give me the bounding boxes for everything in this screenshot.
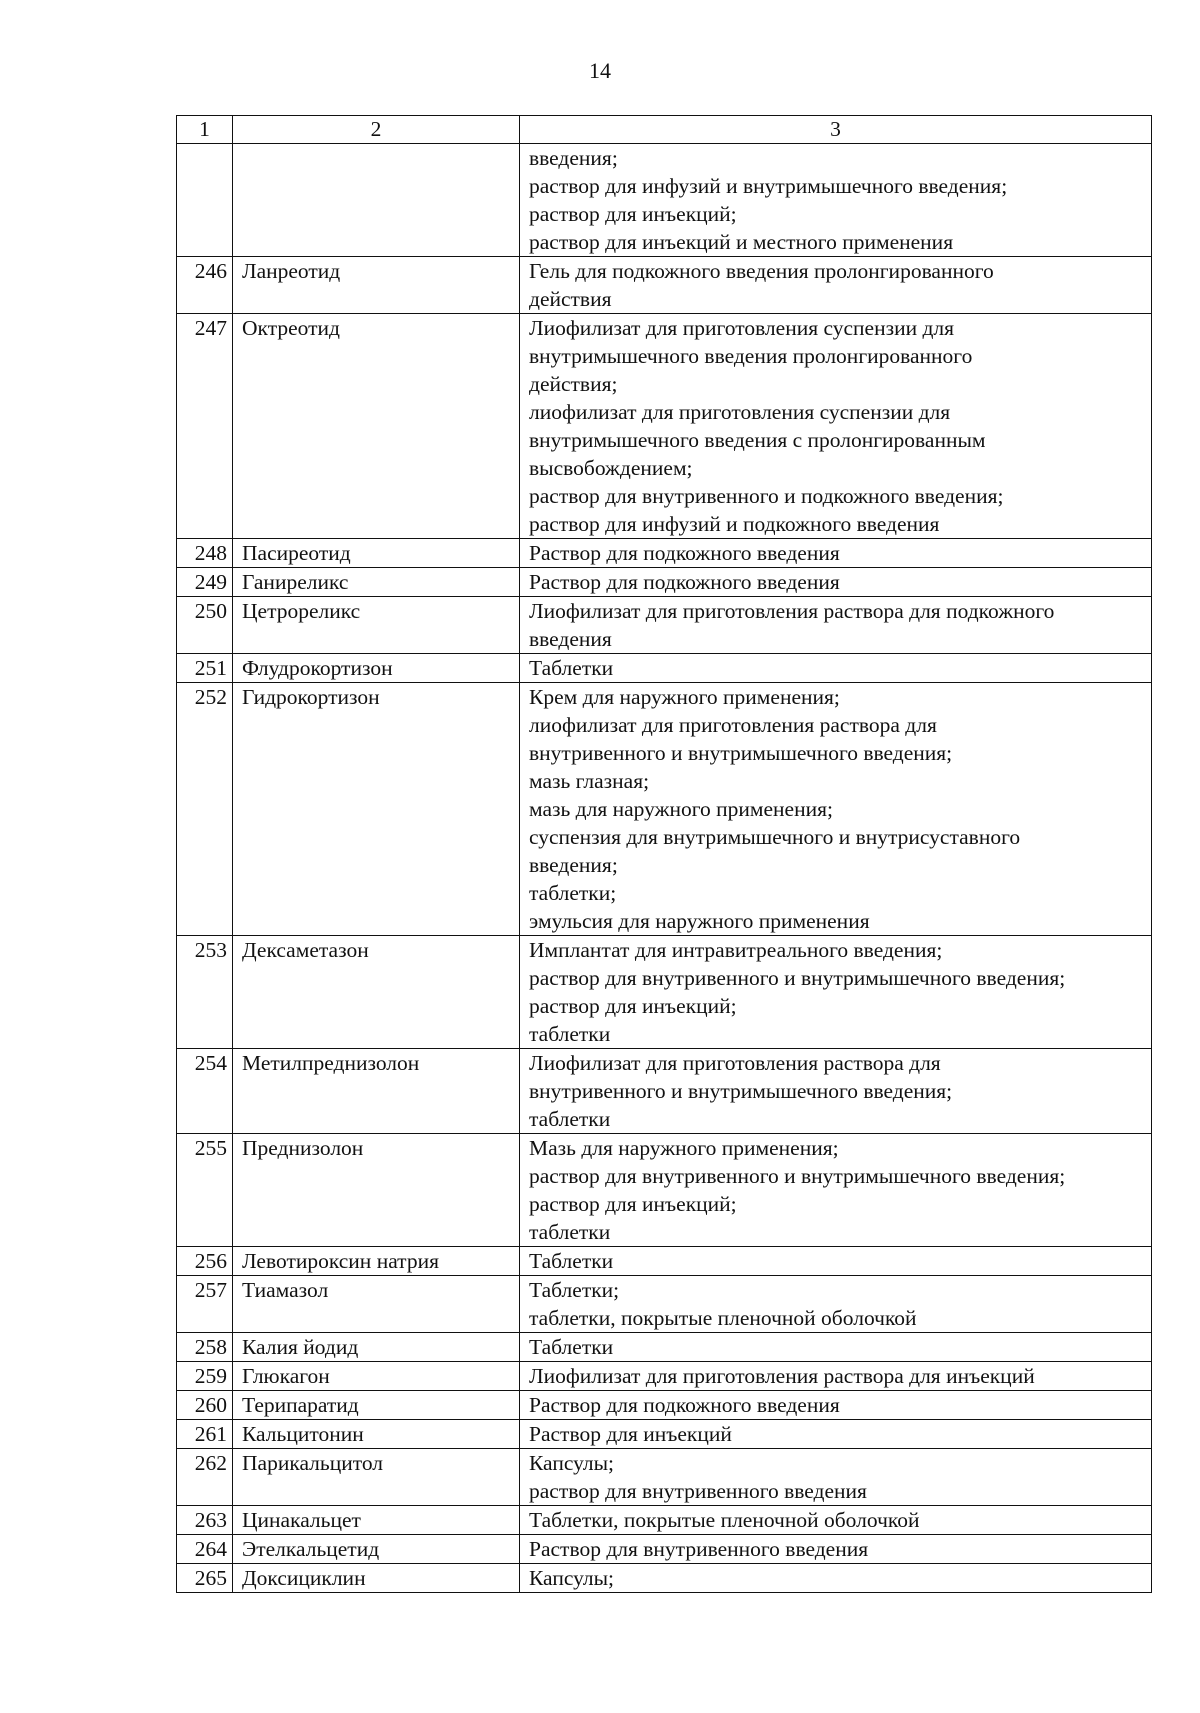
dosage-form-line: раствор для инфузий и подкожного введения (529, 512, 940, 536)
table-row (177, 1449, 1152, 1506)
dosage-form-line: действия (529, 287, 612, 311)
dosage-forms-cell (520, 539, 1152, 568)
dosage-forms-cell (520, 1535, 1152, 1564)
dosage-form-line: Раствор для подкожного введения (529, 541, 840, 565)
table-row (177, 936, 1152, 1049)
table-row (177, 1391, 1152, 1420)
dosage-form-line: Крем для наружного применения; (529, 685, 840, 709)
dosage-form-line: Раствор для инъекций (529, 1422, 732, 1446)
drug-name-cell: Ланреотид (233, 257, 520, 314)
dosage-form-line: Гель для подкожного введения пролонгированного (529, 259, 994, 283)
row-number-cell: 250 (177, 597, 233, 654)
dosage-forms-cell (520, 1247, 1152, 1276)
table-row (177, 568, 1152, 597)
dosage-form-line: раствор для инъекций; (529, 994, 737, 1018)
dosage-form-line: Лиофилизат для приготовления раствора для (529, 1051, 941, 1075)
drug-name-cell: Дексаметазон (233, 936, 520, 1049)
drug-name-cell: Ганиреликс (233, 568, 520, 597)
table-row (177, 1535, 1152, 1564)
dosage-forms-cell (520, 1276, 1152, 1333)
dosage-form-line: раствор для инфузий и внутримышечного введения; (529, 174, 1008, 198)
drug-name-cell: Глюкагон (233, 1362, 520, 1391)
dosage-form-line: Таблетки; (529, 1278, 620, 1302)
dosage-forms-cell (520, 683, 1152, 936)
dosage-forms-cell (520, 1506, 1152, 1535)
drug-name-cell: Этелкальцетид (233, 1535, 520, 1564)
column-header-name: 2 (233, 116, 520, 144)
dosage-form-line: введения; (529, 853, 618, 877)
row-number-cell: 258 (177, 1333, 233, 1362)
row-number-cell: 265 (177, 1564, 233, 1593)
table-row (177, 1134, 1152, 1247)
drug-name-cell: Пасиреотид (233, 539, 520, 568)
dosage-forms-cell (520, 144, 1152, 257)
drug-name-cell: Кальцитонин (233, 1420, 520, 1449)
table-row (177, 257, 1152, 314)
dosage-form-line: раствор для внутривенного введения (529, 1479, 867, 1503)
dosage-forms-cell (520, 654, 1152, 683)
dosage-form-line: введения (529, 627, 612, 651)
drug-name-cell: Цетрореликс (233, 597, 520, 654)
dosage-form-line: раствор для внутривенного и внутримышечного введения; (529, 966, 1066, 990)
dosage-form-line: мазь для наружного применения; (529, 797, 833, 821)
table-row (177, 1506, 1152, 1535)
dosage-form-line: Лиофилизат для приготовления суспензии для (529, 316, 955, 340)
drug-name-cell: Октреотид (233, 314, 520, 539)
dosage-form-line: раствор для инъекций; (529, 1192, 737, 1216)
row-number-cell: 261 (177, 1420, 233, 1449)
drug-name-cell: Тиамазол (233, 1276, 520, 1333)
dosage-form-line: раствор для инъекций; (529, 202, 737, 226)
row-number-cell: 256 (177, 1247, 233, 1276)
dosage-form-line: Лиофилизат для приготовления раствора для подкожного (529, 599, 1055, 623)
dosage-form-line: раствор для внутривенного и внутримышечного введения; (529, 1164, 1066, 1188)
column-header-forms: 3 (520, 116, 1152, 144)
dosage-form-line: мазь глазная; (529, 769, 650, 793)
dosage-forms-cell (520, 257, 1152, 314)
table-row (177, 1247, 1152, 1276)
table-row (177, 683, 1152, 936)
row-number-cell: 248 (177, 539, 233, 568)
dosage-forms-cell (520, 1449, 1152, 1506)
drug-name-cell: Левотироксин натрия (233, 1247, 520, 1276)
dosage-forms-cell (520, 568, 1152, 597)
row-number-cell: 264 (177, 1535, 233, 1564)
dosage-form-line: раствор для внутривенного и подкожного введения; (529, 484, 1004, 508)
dosage-forms-cell (520, 314, 1152, 539)
drug-name-cell: Преднизолон (233, 1134, 520, 1247)
table-row (177, 1564, 1152, 1593)
row-number-cell: 262 (177, 1449, 233, 1506)
dosage-forms-cell (520, 1362, 1152, 1391)
row-number-cell: 259 (177, 1362, 233, 1391)
dosage-form-line: Таблетки (529, 656, 614, 680)
drug-name-cell: Гидрокортизон (233, 683, 520, 936)
table-row (177, 1362, 1152, 1391)
dosage-forms-cell (520, 1134, 1152, 1247)
row-number-cell: 254 (177, 1049, 233, 1134)
dosage-form-line: суспензия для внутримышечного и внутрисуставного (529, 825, 1021, 849)
table-row (177, 144, 1152, 257)
drug-name-cell: Метилпреднизолон (233, 1049, 520, 1134)
table-row (177, 1276, 1152, 1333)
drug-table (176, 115, 1152, 1593)
drug-name-cell: Терипаратид (233, 1391, 520, 1420)
dosage-form-line: Раствор для внутривенного введения (529, 1537, 869, 1561)
dosage-form-line: таблетки (529, 1107, 611, 1131)
dosage-form-line: Таблетки (529, 1249, 614, 1273)
dosage-forms-cell (520, 597, 1152, 654)
page-number: 14 (589, 58, 611, 83)
dosage-form-line: Капсулы; (529, 1566, 615, 1590)
dosage-form-line: действия; (529, 372, 618, 396)
row-number-cell: 246 (177, 257, 233, 314)
dosage-forms-cell (520, 1333, 1152, 1362)
drug-name-cell: Калия йодид (233, 1333, 520, 1362)
dosage-form-line: Мазь для наружного применения; (529, 1136, 839, 1160)
dosage-form-line: раствор для инъекций и местного применения (529, 230, 954, 254)
row-number-cell: 255 (177, 1134, 233, 1247)
row-number-cell: 251 (177, 654, 233, 683)
dosage-forms-cell (520, 1391, 1152, 1420)
table-row (177, 654, 1152, 683)
row-number-cell: 252 (177, 683, 233, 936)
drug-name-cell (233, 144, 520, 257)
drug-name-cell: Цинакальцет (233, 1506, 520, 1535)
dosage-form-line: эмульсия для наружного применения (529, 909, 870, 933)
dosage-form-line: внутривенного и внутримышечного введения; (529, 741, 953, 765)
table-row (177, 597, 1152, 654)
column-header-number: 1 (177, 116, 233, 144)
table-body (177, 144, 1152, 1593)
dosage-form-line: таблетки (529, 1022, 611, 1046)
row-number-cell: 249 (177, 568, 233, 597)
dosage-form-line: лиофилизат для приготовления суспензии для (529, 400, 951, 424)
dosage-forms-cell (520, 1049, 1152, 1134)
dosage-form-line: Таблетки, покрытые пленочной оболочкой (529, 1508, 920, 1532)
dosage-form-line: лиофилизат для приготовления раствора для (529, 713, 937, 737)
dosage-form-line: Имплантат для интравитреального введения; (529, 938, 943, 962)
row-number-cell: 253 (177, 936, 233, 1049)
dosage-form-line: внутримышечного введения с пролонгированным (529, 428, 986, 452)
dosage-form-line: введения; (529, 146, 618, 170)
dosage-form-line: таблетки, покрытые пленочной оболочкой (529, 1306, 917, 1330)
drug-name-cell: Доксициклин (233, 1564, 520, 1593)
dosage-forms-cell (520, 1564, 1152, 1593)
dosage-form-line: таблетки (529, 1220, 611, 1244)
dosage-form-line: внутривенного и внутримышечного введения; (529, 1079, 953, 1103)
table-row (177, 1420, 1152, 1449)
dosage-forms-cell (520, 936, 1152, 1049)
dosage-form-line: Лиофилизат для приготовления раствора для инъекций (529, 1364, 1035, 1388)
dosage-form-line: Раствор для подкожного введения (529, 570, 840, 594)
dosage-form-line: Капсулы; (529, 1451, 615, 1475)
dosage-form-line: внутримышечного введения пролонгированного (529, 344, 973, 368)
row-number-cell: 257 (177, 1276, 233, 1333)
table-row (177, 539, 1152, 568)
table-row (177, 1333, 1152, 1362)
table-header-row (177, 116, 1152, 144)
table-row (177, 1049, 1152, 1134)
row-number-cell: 260 (177, 1391, 233, 1420)
table-row (177, 314, 1152, 539)
row-number-cell: 247 (177, 314, 233, 539)
dosage-forms-cell (520, 1420, 1152, 1449)
row-number-cell (177, 144, 233, 257)
dosage-form-line: Раствор для подкожного введения (529, 1393, 840, 1417)
drug-name-cell: Парикальцитол (233, 1449, 520, 1506)
drug-name-cell: Флудрокортизон (233, 654, 520, 683)
dosage-form-line: Таблетки (529, 1335, 614, 1359)
dosage-form-line: таблетки; (529, 881, 617, 905)
row-number-cell: 263 (177, 1506, 233, 1535)
dosage-form-line: высвобождением; (529, 456, 693, 480)
